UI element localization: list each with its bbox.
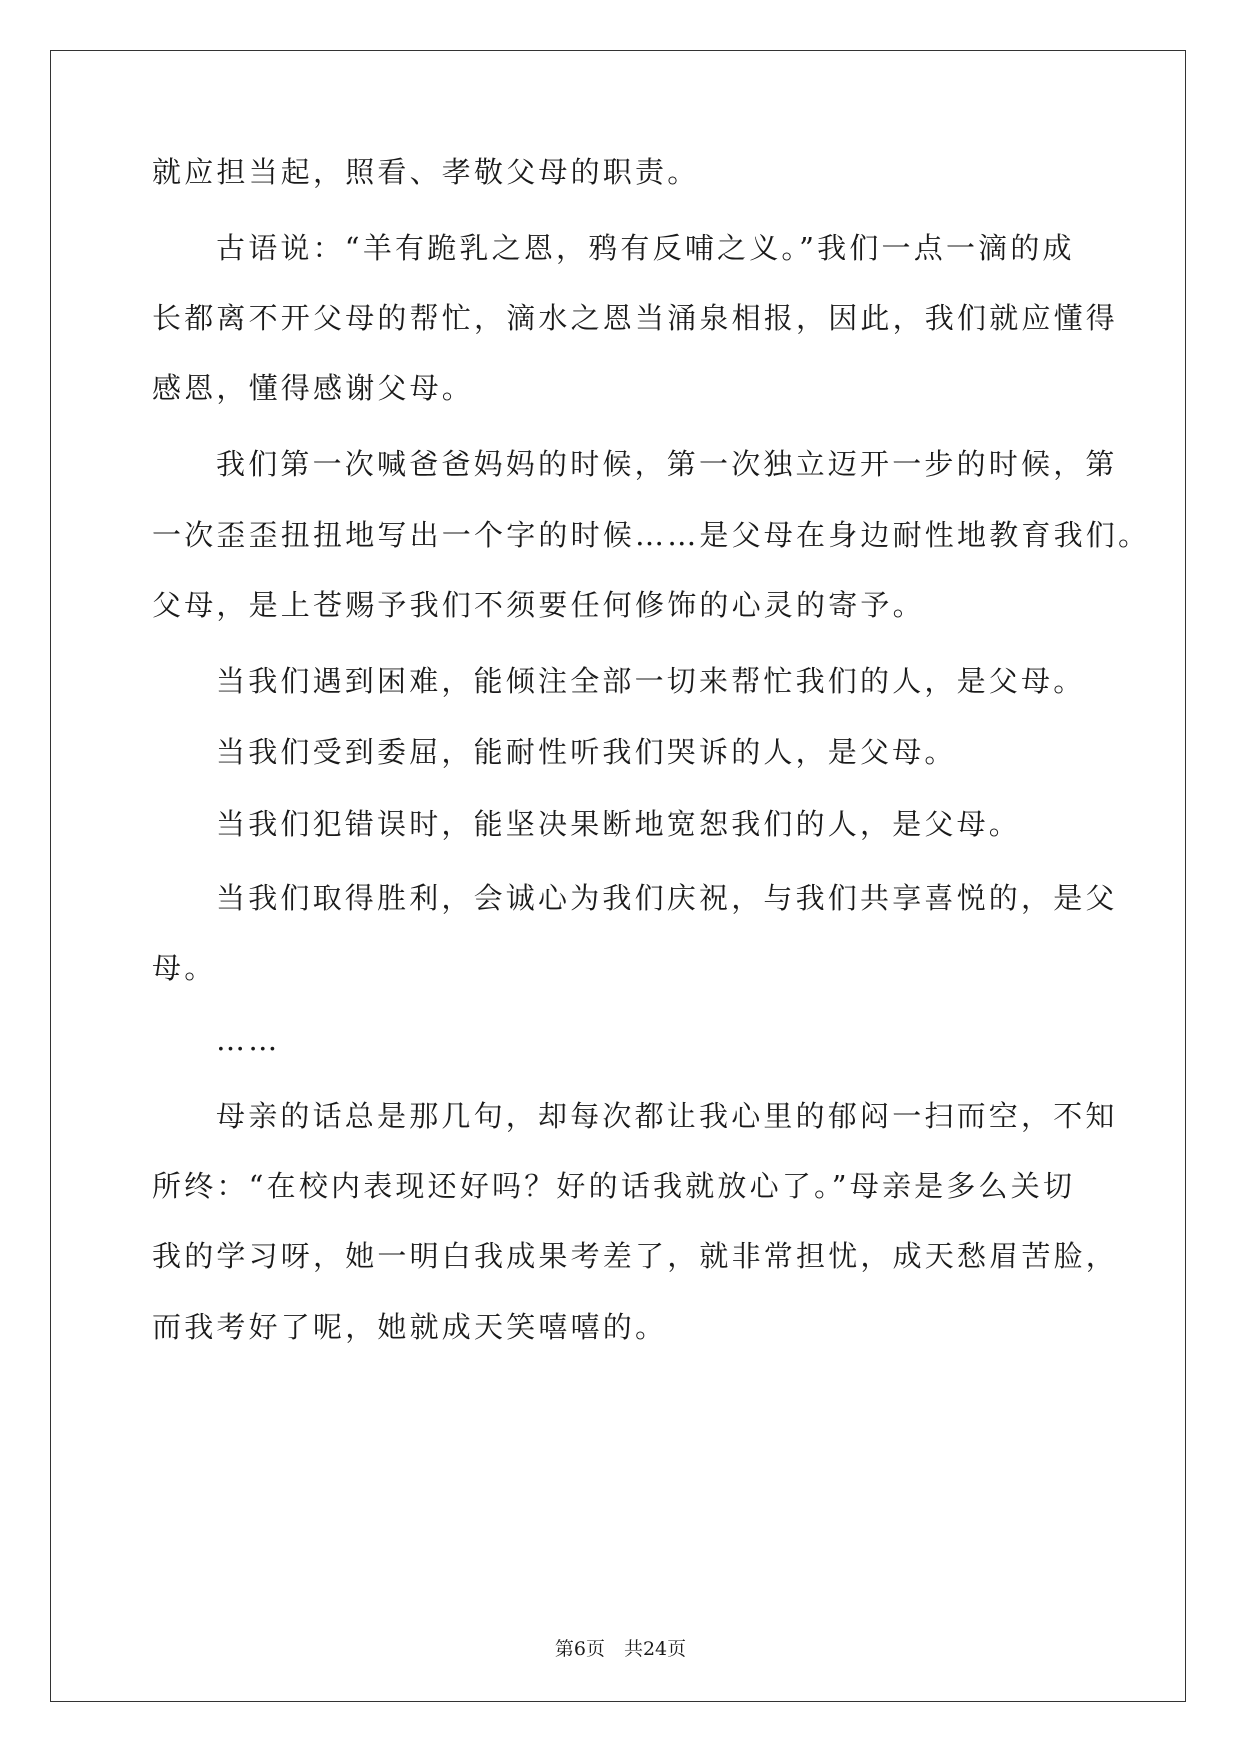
text-line: 母。	[152, 951, 217, 985]
text-line: 而我考好了呢，她就成天笑嘻嘻的。	[152, 1310, 668, 1344]
page-number-label: 第6页 共24页	[554, 1638, 687, 1660]
text-line: 父母，是上苍赐予我们不须要任何修饰的心灵的寄予。	[152, 588, 925, 622]
text-line: 我们第一次喊爸爸妈妈的时候，第一次独立迈开一步的时候，第	[216, 447, 1118, 481]
text-line: 母亲的话总是那几句，却每次都让我心里的郁闷一扫而空，不知	[216, 1099, 1118, 1133]
text-line: 感恩，懂得感谢父母。	[152, 371, 475, 405]
text-line: 古语说：“羊有跪乳之恩，鸦有反哺之义。”我们一点一滴的成	[216, 231, 1075, 265]
text-line: 当我们犯错误时，能坚决果断地宽恕我们的人，是父母。	[216, 807, 1022, 841]
text-line: 当我们遇到困难，能倾注全部一切来帮忙我们的人，是父母。	[216, 664, 1086, 698]
text-line: 长都离不开父母的帮忙，滴水之恩当涌泉相报，因此，我们就应懂得	[152, 301, 1119, 335]
text-line: 我的学习呀，她一明白我成果考差了，就非常担忧，成天愁眉苦脸，	[152, 1239, 1119, 1273]
text-line: ……	[216, 1023, 281, 1057]
text-line: 当我们取得胜利，会诚心为我们庆祝，与我们共享喜悦的，是父	[216, 881, 1118, 915]
text-line: 就应担当起，照看、孝敬父母的职责。	[152, 155, 700, 189]
text-line: 一次歪歪扭扭地写出一个字的时候……是父母在身边耐性地教育我们。	[152, 518, 1151, 552]
text-line: 所终：“在校内表现还好吗？好的话我就放心了。”母亲是多么关切	[152, 1169, 1076, 1203]
text-line: 当我们受到委屈，能耐性听我们哭诉的人，是父母。	[216, 735, 957, 769]
page-footer	[0, 1634, 1241, 1661]
